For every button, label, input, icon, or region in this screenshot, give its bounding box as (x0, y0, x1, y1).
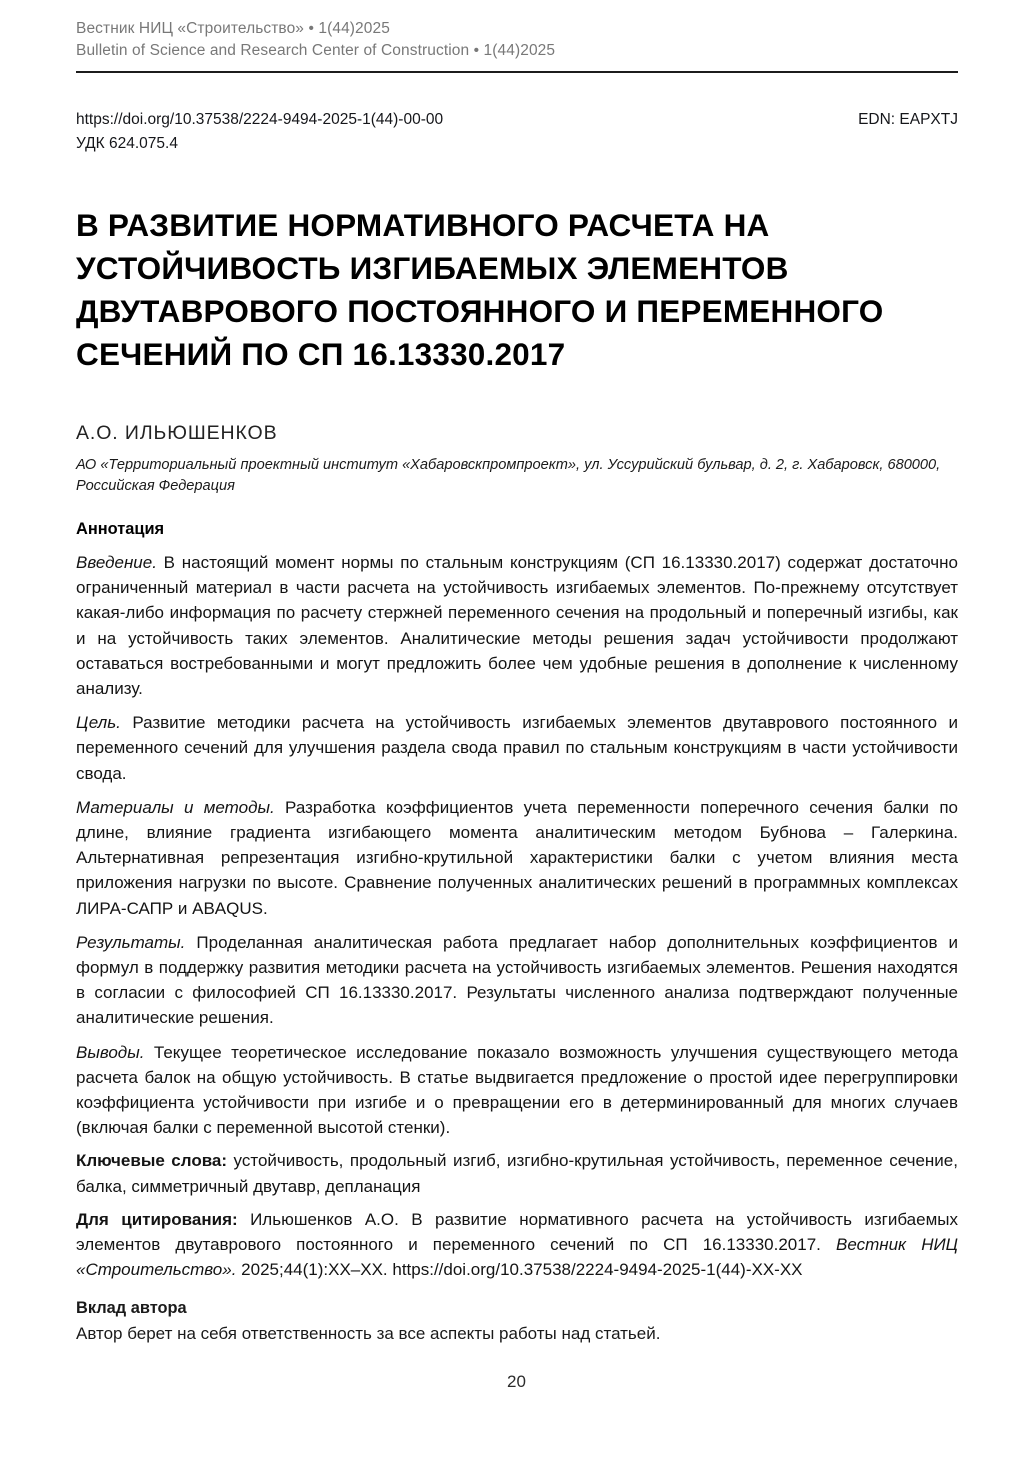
running-head (76, 0, 958, 62)
doi-edn-row (76, 108, 958, 131)
abstract-text-methods: Разработка коэффициентов учета переменности поперечного сечения балки по длине, влияние градиента изгибающего момента аналитическим методом Бубнова – Галеркина. Альтернативная репрезентация изгибно-крутильной характеристики балки с учетом влияния места приложения нагрузки по высоте. Сравнение полученных аналитических решений в программных комплексах ЛИРА-САПР и ABAQUS. (76, 797, 958, 918)
contribution-heading: Вклад автора (76, 1299, 187, 1318)
abstract-label-aim: Цель. (76, 713, 121, 733)
running-head-ru: Вестник НИЦ «Строительство» • 1(44)2025 (76, 20, 390, 37)
citation-paragraph (76, 1207, 958, 1283)
citation-text-part1: Ильюшенков А.О. В развитие нормативного расчета на устойчивость изгибаемых элементов двутаврового постоянного и переменного сечений по СП 16.13330.2017. (76, 1209, 958, 1255)
header-divider-rule (76, 71, 958, 73)
keywords-label: Ключевые слова: (76, 1151, 228, 1171)
abstract-paragraph-conclusions (76, 1040, 958, 1141)
abstract-paragraph-aim (76, 710, 958, 786)
abstract-label-introduction: Введение. (76, 553, 157, 572)
citation-text-part2: 2025;44(1):XX–XX. https://doi.org/10.37538/2224-9494-2025-1(44)-XX-XX (236, 1260, 803, 1280)
abstract-paragraph-methods (76, 795, 958, 921)
udc-code: УДК 624.075.4 (76, 135, 178, 152)
abstract-text-results: Проделанная аналитическая работа предлагает набор дополнительных коэффициентов и формул в поддержку развития методики расчета на устойчивость изгибаемых элементов. Решения находятся в согласии с философией СП 16.13330.2017. Результаты численного анализа подтверждают полученные аналитические решения. (76, 932, 958, 1028)
abstract-paragraph-results (76, 930, 958, 1031)
abstract-paragraph-introduction (76, 550, 958, 701)
page-number: 20 (507, 1372, 526, 1391)
abstract-label-methods: Материалы и методы. (76, 797, 275, 817)
citation-label: Для цитирования: (76, 1209, 238, 1229)
doi-link[interactable]: https://doi.org/10.37538/2224-9494-2025-1(44)-00-00 (76, 111, 444, 128)
article-title: В РАЗВИТИЕ НОРМАТИВНОГО РАСЧЕТА НА УСТОЙЧИВОСТЬ ИЗГИБАЕМЫХ ЭЛЕМЕНТОВ ДВУТАВРОВОГО ПОСТОЯННОГО И ПЕРЕМЕННОГО СЕЧЕНИЙ ПО СП 16.13330.2017 (76, 207, 884, 372)
edn-code: EDN: EAPXTJ (858, 111, 958, 128)
abstract-text-aim: Развитие методики расчета на устойчивость изгибаемых элементов двутаврового постоянного и переменного сечений для улучшения раздела свода правил по стальным конструкциям в части устойчивости свода. (76, 713, 958, 783)
abstract-label-conclusions: Выводы. (76, 1042, 145, 1062)
contribution-text: Автор берет на себя ответственность за все аспекты работы над статьей. (76, 1324, 661, 1344)
citation-journal-name: Вестник НИЦ «Строительство». (76, 1235, 958, 1280)
page-content-column (76, 0, 958, 1346)
abstract-text-conclusions: Текущее теоретическое исследование показало возможность улучшения существующего метода расчета балок на общую устойчивость. В статье выдвигается предложение о простой идее перегруппировки коэффициента устойчивости при изгибе и о превращении его в детерминированный для многих случаев (включая балки с переменной высотой стенки). (76, 1042, 958, 1138)
keywords-text: устойчивость, продольный изгиб, изгибно-крутильная устойчивость, переменное сечение, балка, симметричный двутавр, депланация (76, 1151, 958, 1196)
abstract-heading: Аннотация (76, 520, 165, 538)
keywords-paragraph (76, 1148, 958, 1198)
abstract-label-results: Результаты. (76, 932, 186, 952)
author-affiliation: АО «Территориальный проектный институт «Хабаровскпромпроект», ул. Уссурийский бульвар, д. 2, г. Хабаровск, 680000, Российская Федерация (76, 457, 941, 494)
author-name: А.О. ИЛЬЮШЕНКОВ (76, 422, 278, 444)
running-head-en: Bulletin of Science and Research Center of Construction • 1(44)2025 (76, 42, 556, 59)
abstract-text-introduction: В настоящий момент нормы по стальным конструкциям (СП 16.13330.2017) содержат достаточно ограниченный материал в части расчета на устойчивость изгибаемых элементов. По-прежнему отсутствует какая-либо информация по расчету стержней переменного сечения на продольный и поперечный изгибы, как и на устойчивость таких элементов. Аналитические методы решения задач устойчивости продолжают оставаться востребованными и могут предложить более чем удобные решения в дополнение к численному анализу. (76, 553, 958, 699)
identifier-block (76, 108, 958, 155)
